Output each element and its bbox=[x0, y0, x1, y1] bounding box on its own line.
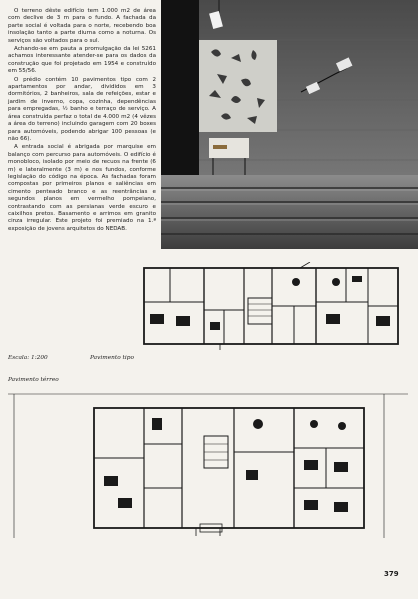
article-text bbox=[8, 8, 156, 234]
ground-floor-caption: Pavimento térreo bbox=[8, 377, 59, 383]
lobby-photo-drawing bbox=[161, 0, 418, 249]
paragraph: A entrada social é abrigada por marquise em balanço com percurso para automóveis. O edifício é monobloco, isolado por meio de recuos na frente (6 m) e lateralmente (3 m) e nos fundos, conforme legislação do código na época. As fachadas foram compostas por primeiros planos e saliências em cimento penteado branco e as reentrâncias e segundos planos em vermelho pompeiano, contrastando com as persianas verde escuro e caixilhos pretos. Basamento e arrimos em granito cinza irregular. Este projeto foi premiado na 1.ª exposição de jovens arquitetos do NEDAB. bbox=[8, 144, 156, 232]
typical-floor-plan bbox=[140, 262, 402, 352]
typical-floor-caption: Pavimento tipo bbox=[90, 355, 134, 361]
paragraph: O terreno dêste edifício tem 1.000 m2 de área com declive de 3 m para o fundo. A fachada da parte social é voltada para o norte, recebendo boa insolação tanto a parte diurna como a noturna. Os serviços são voltados para o sul. bbox=[8, 8, 156, 44]
paragraph: O prédio contém 10 pavimentos tipo com 2 apartamentos por andar, divididos em 3 dormitórios, 2 banheiros, sala de refeições, estar e jardim de inverno, copa, cozinha, dependências para empregadas, ½ banho e terraço de serviço. A área construída perfaz o total de 4.000 m2 (4 vêzes a área do terreno) incluindo garagem com 20 boxes para automóveis, podendo abrigar 100 pessoas (e não 66). bbox=[8, 76, 156, 142]
lobby-photo bbox=[161, 0, 418, 249]
ground-floor-plan bbox=[8, 388, 408, 538]
scale-caption: Escala: 1:200 bbox=[8, 355, 48, 361]
paragraph: Achando-se em pauta a promulgação da lei 5261 achamos interessante atender-se para os dados da construção que foi projetado em 1954 e construído em 55/56. bbox=[8, 46, 156, 75]
page-number: 379 bbox=[384, 570, 399, 578]
